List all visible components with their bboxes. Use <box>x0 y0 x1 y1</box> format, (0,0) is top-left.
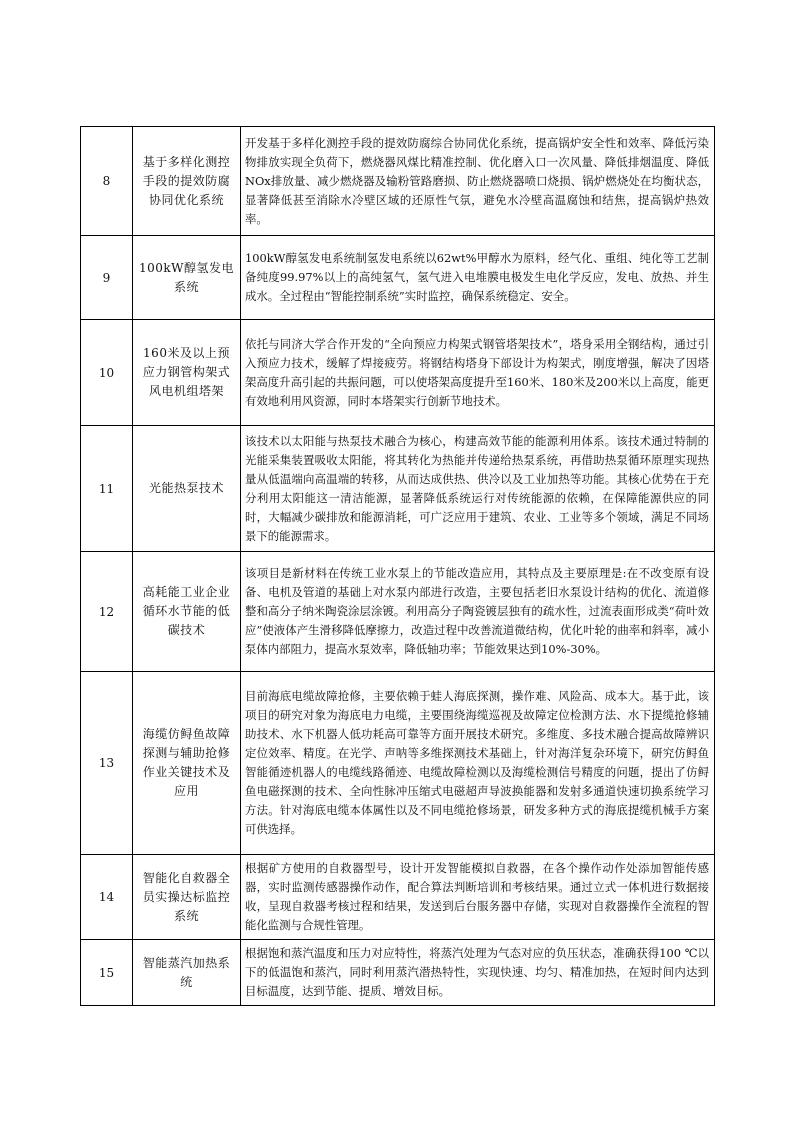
row-number: 11 <box>81 426 133 552</box>
technology-name: 海缆仿鲟鱼故障探测与辅助抢修作业关键技术及应用 <box>133 672 241 855</box>
table-row <box>81 672 715 855</box>
technology-name: 160米及以上预应力钢管构架式风电机组塔架 <box>133 320 241 426</box>
table-row <box>81 236 715 320</box>
row-number: 14 <box>81 855 133 940</box>
technology-name: 高耗能工业企业循环水节能的低碳技术 <box>133 552 241 672</box>
technology-table <box>80 126 715 1006</box>
technology-description: 100kW醇氢发电系统制氢发电系统以62wt%甲醇水为原料，经气化、重组、纯化等工艺制备纯度99.97%以上的高纯氢气，氢气进入电堆膜电极发生电化学反应，发电、放热、并生成水。全过程由“智能控制系统”实时监控，确保系统稳定、安全。 <box>241 236 715 320</box>
technology-description: 根据饱和蒸汽温度和压力对应特性，将蒸汽处理为气态对应的负压状态，准确获得100 ℃以下的低温饱和蒸汽，同时利用蒸汽潜热特性，实现快速、均匀、精准加热，在短时间内达到目标温度，达到节能、提质、增效目标。 <box>241 940 715 1006</box>
technology-description: 开发基于多样化测控手段的提效防腐综合协同优化系统，提高锅炉安全性和效率、降低污染物排放实现全负荷下，燃烧器风煤比精准控制、优化磨入口一次风量、降低排烟温度、降低NOx排放量、减少燃烧器及输粉管路磨损、防止燃烧器喷口烧损、锅炉燃烧处在均衡状态，显著降低甚至消除水冷壁区域的还原性气氛，避免水冷壁高温腐蚀和结焦，提高锅炉热效率。 <box>241 127 715 236</box>
technology-description: 目前海底电缆故障抢修，主要依赖于蛙人海底探测，操作难、风险高、成本大。基于此，该项目的研究对象为海底电力电缆，主要围绕海缆巡视及故障定位检测方法、水下提缆抢修辅助技术、水下机器人低功耗高可靠等方面开展技术研究。多维度、多技术融合提高故障辨识定位效率、精度。在光学、声呐等多维探测技术基础上，针对海洋复杂环境下，研究仿鲟鱼智能循迹机器人的电缆线路循迹、电缆故障检测以及海缆检测信号精度的问题，提出了仿鲟鱼电磁探测的技术、全向性脉冲压缩式电磁超声导波换能器和发射多通道快速切换系统学习方法。针对海底电缆本体属性以及不同电缆抢修场景，研发多种方式的海底提缆机械手方案可供选择。 <box>241 672 715 855</box>
row-number: 15 <box>81 940 133 1006</box>
table-row <box>81 940 715 1006</box>
table-row <box>81 320 715 426</box>
technology-name: 光能热泵技术 <box>133 426 241 552</box>
technology-description: 该项目是新材料在传统工业水泵上的节能改造应用，其特点及主要原理是:在不改变原有设备、电机及管道的基础上对水泵内部进行改造，主要包括老旧水泵设计结构的优化、流道修整和高分子纳米陶瓷涂层涂镀。利用高分子陶瓷镀层独有的疏水性，过流表面形成类“荷叶效应”使液体产生滑移降低摩擦力，改造过程中改善流道微结构，优化叶轮的曲率和斜率，减小泵体内部阻力，提高水泵效率，降低轴功率；节能效果达到10%-30%。 <box>241 552 715 672</box>
technology-description: 该技术以太阳能与热泵技术融合为核心，构建高效节能的能源利用体系。该技术通过特制的光能采集装置吸收太阳能，将其转化为热能并传递给热泵系统，再借助热泵循环原理实现热量从低温端向高温端的转移，从而达成供热、供冷以及工业加热等功能。其核心优势在于充分利用太阳能这一清洁能源，显著降低系统运行对传统能源的依赖，在保障能源供应的同时，大幅减少碳排放和能源消耗，可广泛应用于建筑、农业、工业等多个领域，满足不同场景下的能源需求。 <box>241 426 715 552</box>
row-number: 9 <box>81 236 133 320</box>
table-row <box>81 426 715 552</box>
row-number: 12 <box>81 552 133 672</box>
technology-name: 100kW醇氢发电系统 <box>133 236 241 320</box>
technology-name: 基于多样化测控手段的提效防腐协同优化系统 <box>133 127 241 236</box>
table-row <box>81 127 715 236</box>
table-row <box>81 552 715 672</box>
row-number: 8 <box>81 127 133 236</box>
technology-name: 智能蒸汽加热系统 <box>133 940 241 1006</box>
row-number: 10 <box>81 320 133 426</box>
technology-description: 根据矿方使用的自救器型号，设计开发智能模拟自救器，在各个操作动作处添加智能传感器，实时监测传感器操作动作，配合算法判断培训和考核结果。通过立式一体机进行数据接收，呈现自救器考核过程和结果，发送到后台服务器中存储，实现对自救器操作全流程的智能化监测与合规性管理。 <box>241 855 715 940</box>
technology-name: 智能化自救器全员实操达标监控系统 <box>133 855 241 940</box>
row-number: 13 <box>81 672 133 855</box>
table-row <box>81 855 715 940</box>
technology-description: 依托与同济大学合作开发的“全向预应力构架式钢管塔架技术”，塔身采用全钢结构，通过引入预应力技术，缓解了焊接疲劳。将钢结构塔身下部设计为构架式，刚度增强，解决了因塔架高度升高引起的共振问题，可以使塔架高度提升至160米、180米及200米以上高度，能更有效地利用风资源，同时本塔架实行创新节地技术。 <box>241 320 715 426</box>
